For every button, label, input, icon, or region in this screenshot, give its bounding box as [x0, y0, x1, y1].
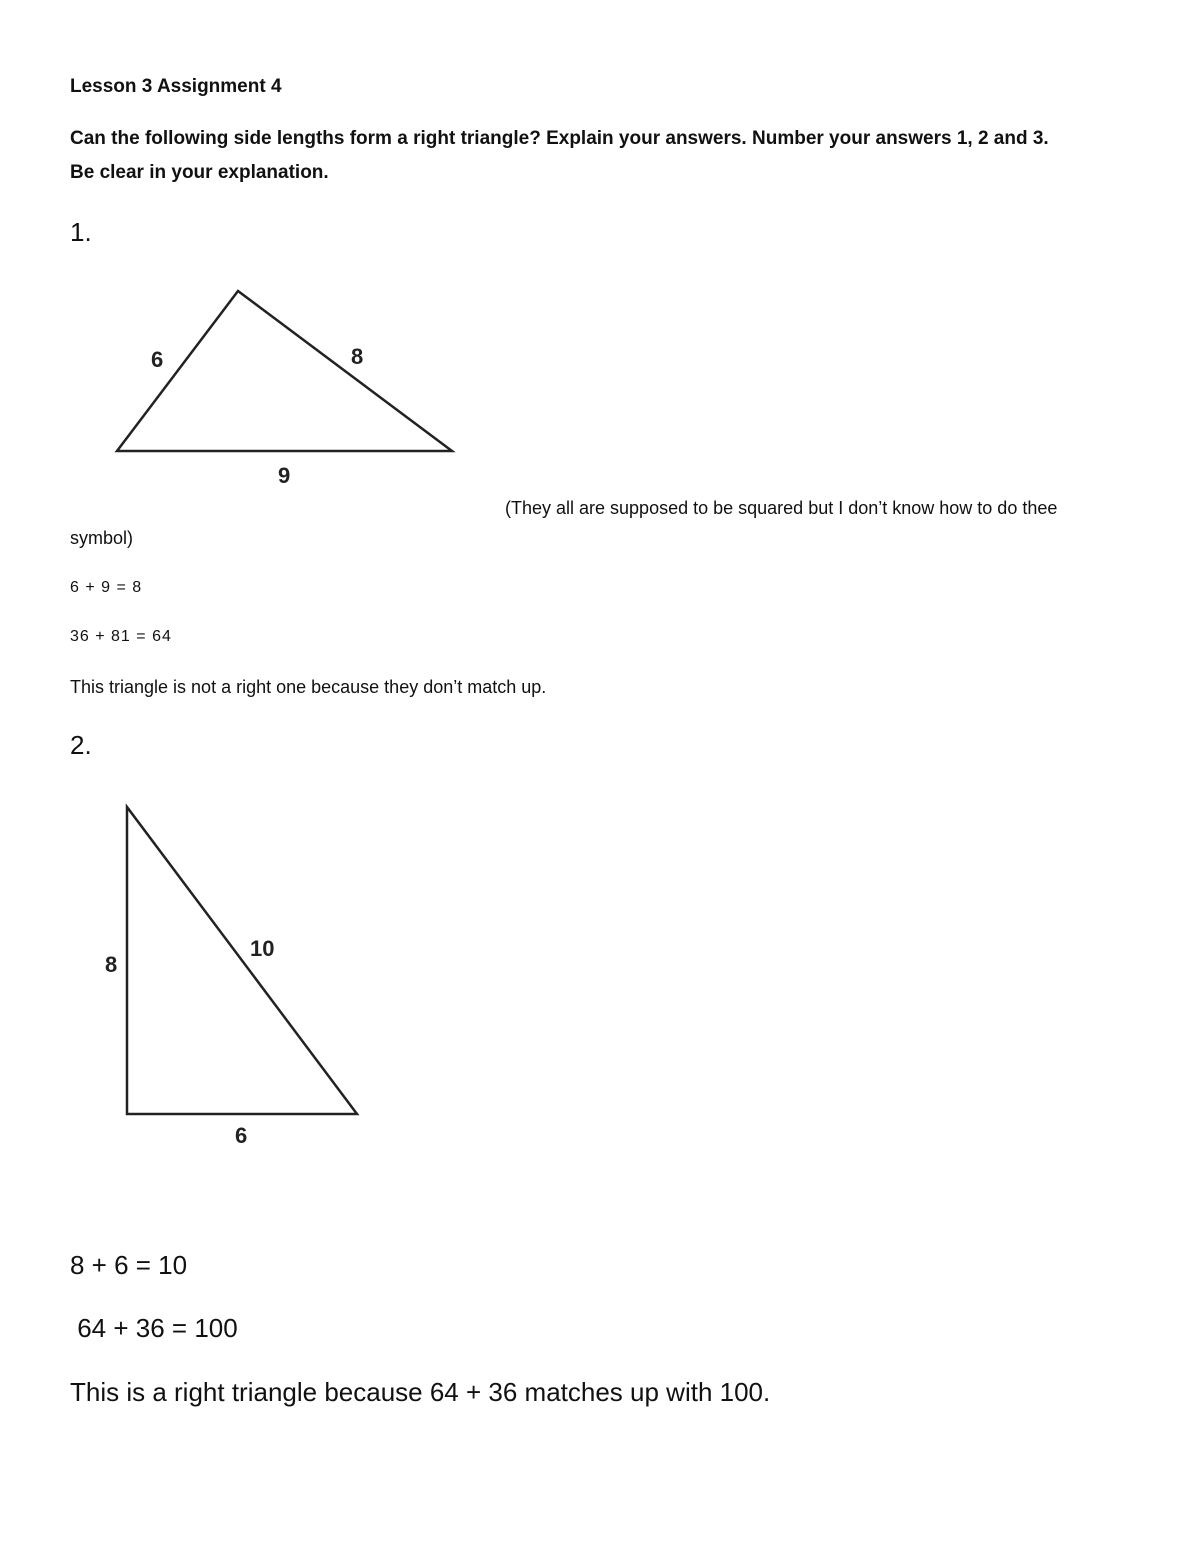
note-line-2: symbol): [70, 528, 134, 548]
instructions-line-2: Be clear in your explanation.: [70, 162, 329, 183]
problem-1-equation-2: 36 + 81 = 64: [70, 628, 172, 645]
triangle-2-diagram: [0, 0, 420, 1160]
problem-2-equation-1: 8 + 6 = 10: [70, 1250, 188, 1280]
note-line-1: (They all are supposed to be squared but I don’t know how to do thee: [505, 498, 1058, 518]
triangle-2-label-bottom: 6: [235, 1123, 248, 1148]
triangle-2-label-vertical: 8: [105, 952, 118, 977]
triangle-1-label-left: 6: [151, 347, 164, 372]
triangle-2-shape: [127, 807, 357, 1114]
triangle-1-label-right: 8: [351, 344, 364, 369]
problem-1-number: 1.: [70, 217, 92, 247]
problem-2-conclusion: This is a right triangle because 64 + 36 matches up with 100.: [70, 1377, 771, 1407]
problem-2-number: 2.: [70, 730, 92, 760]
problem-1-equation-1: 6 + 9 = 8: [70, 579, 143, 596]
problem-1-conclusion: This triangle is not a right one because they don’t match up.: [70, 677, 547, 697]
assignment-heading: Lesson 3 Assignment 4: [70, 76, 282, 97]
problem-2-equation-2: 64 + 36 = 100: [70, 1313, 238, 1343]
instructions-line-1: Can the following side lengths form a right triangle? Explain your answers. Number your answers 1, 2 and 3.: [70, 128, 1049, 149]
triangle-2-label-hypotenuse: 10: [250, 936, 275, 961]
triangle-1-label-bottom: 9: [278, 463, 291, 488]
